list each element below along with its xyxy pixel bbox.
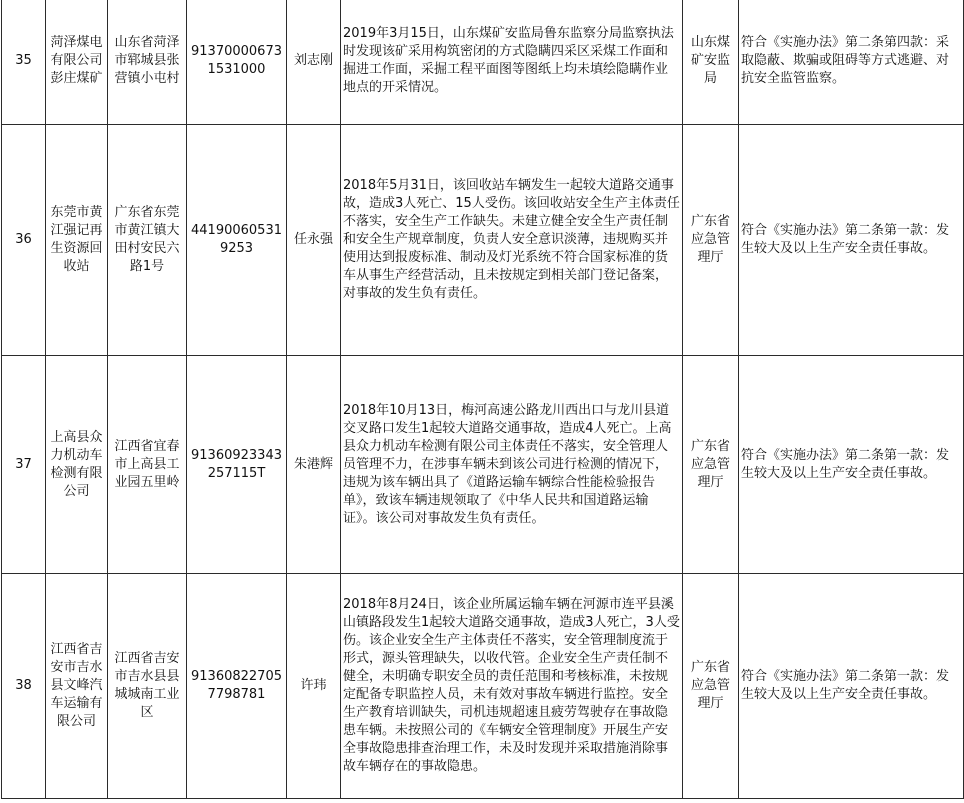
credit-code: 913700006731531000 [187, 0, 287, 125]
listing-basis: 符合《实施办法》第二条第一款：发生较大及以上生产安全责任事故。 [739, 125, 964, 356]
credit-code: 441900605319253 [187, 125, 287, 356]
table-row [2, 0, 964, 125]
table-row [2, 574, 964, 799]
listing-basis: 符合《实施办法》第二条第一款：发生较大及以上生产安全责任事故。 [739, 356, 964, 574]
row-number: 37 [2, 356, 46, 574]
company-address: 江西省吉安市吉水县县城城南工业区 [108, 574, 187, 799]
legal-person: 刘志刚 [287, 0, 341, 125]
company-name: 菏泽煤电有限公司彭庄煤矿 [46, 0, 108, 125]
company-address: 江西省宜春市上高县工业园五里岭 [108, 356, 187, 574]
violation-description: 2018年10月13日，梅河高速公路龙川西出口与龙川县道交叉路口发生1起较大道路交通事故，造成4人死亡。上高县众力机动车检测有限公司主体责任不落实，安全管理人员管理不力，在涉事车辆未到该公司进行检测的情况下，违规为该车辆出具了《道路运输车辆综合性能检验报告单》，致该车辆违规领取了《中华人民共和国道路运输证》。该公司对事故发生负有责任。 [341, 356, 683, 574]
legal-person: 许玮 [287, 574, 341, 799]
table-row [2, 125, 964, 356]
violation-description: 2019年3月15日，山东煤矿安监局鲁东监察分局监察执法时发现该矿采用构筑密闭的方式隐瞒四采区采煤工作面和掘进工作面，采掘工程平面图等图纸上均未填绘隐瞒作业地点的开采情况。 [341, 0, 683, 125]
row-number: 36 [2, 125, 46, 356]
credit-code: 913608227057798781 [187, 574, 287, 799]
listing-basis: 符合《实施办法》第二条第四款：采取隐蔽、欺骗或阻碍等方式逃避、对抗安全监管监察。 [739, 0, 964, 125]
company-address: 山东省菏泽市郓城县张营镇小屯村 [108, 0, 187, 125]
company-name: 江西省吉安市吉水县文峰汽车运输有限公司 [46, 574, 108, 799]
company-name: 东莞市黄江强记再生资源回收站 [46, 125, 108, 356]
violation-description: 2018年5月31日，该回收站车辆发生一起较大道路交通事故，造成3人死亡、15人受伤。该回收站安全生产主体责任不落实，安全生产工作缺失。未建立健全安全生产责任制和安全生产规章制度，负责人安全意识淡薄，违规购买并使用达到报废标准、制动及灯光系统不符合国家标准的货车从事生产经营活动，且未按规定到相关部门登记备案，对事故的发生负有责任。 [341, 125, 683, 356]
company-address: 广东省东莞市黄江镇大田村安民六路1号 [108, 125, 187, 356]
listing-authority: 广东省应急管理厅 [683, 356, 739, 574]
row-number: 38 [2, 574, 46, 799]
listing-authority: 广东省应急管理厅 [683, 125, 739, 356]
credit-code: 91360923343257115T [187, 356, 287, 574]
violation-description: 2018年8月24日，该企业所属运输车辆在河源市连平县溪山镇路段发生1起较大道路交通事故，造成3人死亡，3人受伤。该企业安全生产主体责任不落实，安全管理制度流于形式，源头管理缺失，以收代管。企业安全生产责任制不健全，未明确专职安全员的责任范围和考核标准，未按规定配备专职监控人员，未有效对事故车辆进行监控。安全生产教育培训缺失，司机违规超速且疲劳驾驶存在事故隐患车辆。未按照公司的《车辆安全管理制度》开展生产安全事故隐患排查治理工作，未及时发现并采取措施消除事故车辆存在的事故隐患。 [341, 574, 683, 799]
listing-authority: 广东省应急管理厅 [683, 574, 739, 799]
listing-authority: 山东煤矿安监局 [683, 0, 739, 125]
row-number: 35 [2, 0, 46, 125]
blacklist-table [1, 0, 964, 799]
listing-basis: 符合《实施办法》第二条第一款：发生较大及以上生产安全责任事故。 [739, 574, 964, 799]
legal-person: 任永强 [287, 125, 341, 356]
legal-person: 朱港辉 [287, 356, 341, 574]
table-row [2, 356, 964, 574]
company-name: 上高县众力机动车检测有限公司 [46, 356, 108, 574]
